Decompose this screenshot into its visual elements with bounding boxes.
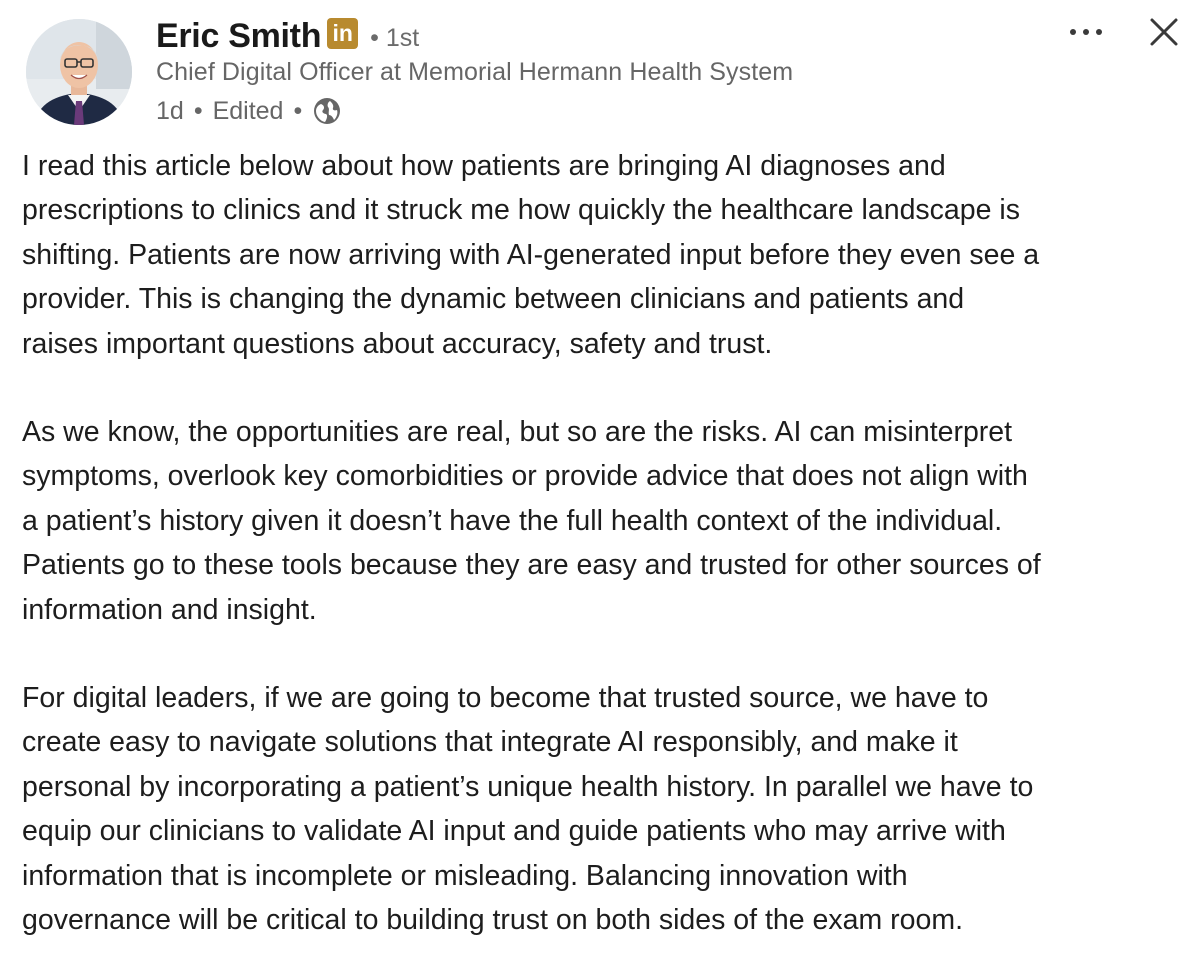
author-name-line xyxy=(156,14,419,58)
post-paragraph xyxy=(22,410,1192,632)
edited-label: Edited xyxy=(212,96,284,125)
paragraph-line: a patient’s history given it doesn’t have the full health context of the individual. xyxy=(22,504,1003,537)
paragraph-line: symptoms, overlook key comorbidities or provide advice that does not align with xyxy=(22,460,1028,493)
avatar[interactable] xyxy=(26,19,132,125)
paragraph-line: governance will be critical to building trust on both sides of the exam room. xyxy=(22,904,963,937)
author-headline: Chief Digital Officer at Memorial Hermann Health System xyxy=(156,58,794,86)
paragraph-line: information and insight. xyxy=(22,593,317,626)
post-meta xyxy=(156,94,342,128)
linkedin-premium-icon: in xyxy=(327,18,358,49)
close-icon xyxy=(1149,17,1179,47)
post-body xyxy=(22,144,1192,964)
author-name[interactable]: Eric Smith xyxy=(156,16,322,55)
paragraph-line: shifting. Patients are now arriving with AI-generated input before they even see a xyxy=(22,238,1040,271)
paragraph-line: As we know, the opportunities are real, but so are the risks. AI can misinterpret xyxy=(22,416,1013,449)
more-options-button[interactable] xyxy=(1064,10,1108,54)
separator-dot: • xyxy=(193,96,203,125)
paragraph-line: prescriptions to clinics and it struck me how quickly the healthcare landscape is xyxy=(22,194,1020,227)
separator-dot: • xyxy=(293,96,303,125)
post-paragraph xyxy=(22,144,1192,366)
close-button[interactable] xyxy=(1140,8,1188,56)
connection-degree: • 1st xyxy=(370,23,420,52)
avatar-photo xyxy=(26,19,132,125)
more-options-icon xyxy=(1068,27,1104,37)
paragraph-line: I read this article below about how patients are bringing AI diagnoses and xyxy=(22,150,946,182)
paragraph-line: create easy to navigate solutions that integrate AI responsibly, and make it xyxy=(22,726,958,759)
paragraph-line: Patients go to these tools because they are easy and trusted for other sources of xyxy=(22,549,1041,582)
paragraph-line: For digital leaders, if we are going to become that trusted source, we have to xyxy=(22,682,989,715)
globe-icon xyxy=(312,96,342,126)
paragraph-line: personal by incorporating a patient’s unique health history. In parallel we have to xyxy=(22,770,1034,803)
posted-time: 1d xyxy=(156,96,184,125)
paragraph-line: raises important questions about accuracy, safety and trust. xyxy=(22,327,773,360)
paragraph-line: provider. This is changing the dynamic between clinicians and patients and xyxy=(22,283,965,316)
post-paragraph xyxy=(22,676,1192,942)
post-header xyxy=(0,0,1200,140)
paragraph-line: equip our clinicians to validate AI input and guide patients who may arrive with xyxy=(22,815,1006,848)
paragraph-line: information that is incomplete or misleading. Balancing innovation with xyxy=(22,859,908,892)
